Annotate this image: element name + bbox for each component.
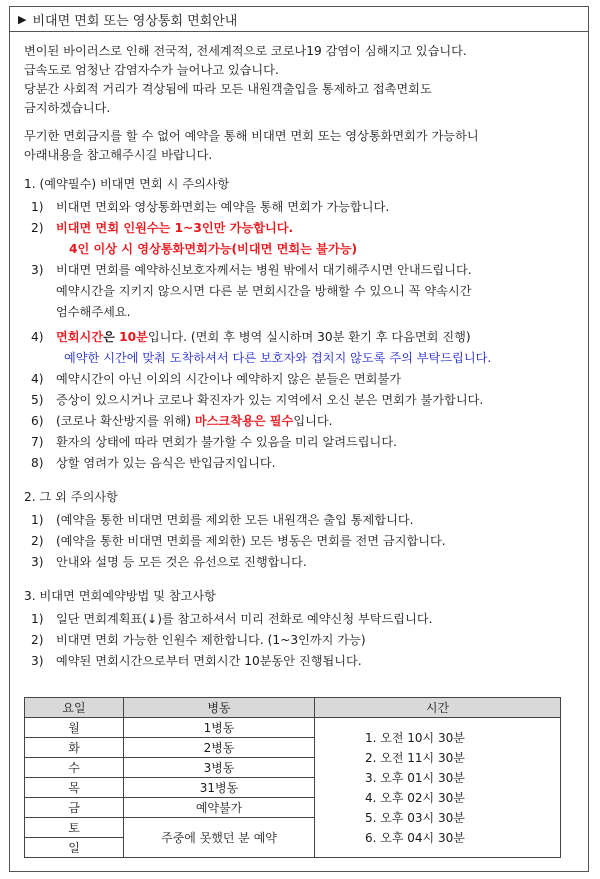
ward-cell: 3병동 [124, 758, 315, 778]
time-slot: 6. 오후 04시 30분 [365, 830, 465, 845]
day-cell: 일 [25, 838, 124, 858]
time-slot: 3. 오후 01시 30분 [365, 770, 465, 785]
table-header: 병동 [124, 698, 315, 718]
list-item: 2) 비대면 면회 가능한 인원수 제한합니다. (1~3인까지 가능) [31, 633, 366, 647]
time-slot: 5. 오후 03시 30분 [365, 810, 465, 825]
list-item-continuation: 4인 이상 시 영상통화면회가능(비대면 면회는 불가능) [69, 242, 358, 256]
intro-line: 아래내용을 참고해주시길 바랍니다. [24, 148, 213, 162]
intro-line: 금지하겠습니다. [24, 101, 111, 115]
list-item: 3) 예약된 면회시간으로부터 면회시간 10분동안 진행됩니다. [31, 654, 362, 668]
list-item-continuation: 예약한 시간에 맞춰 도착하셔서 다른 보호자와 겹치지 않도록 주의 부탁드립니다. [64, 351, 492, 365]
day-cell: 수 [25, 758, 124, 778]
intro-line: 당분간 사회적 거리가 격상됨에 따라 모든 내원객출입을 통제하고 접촉면회도 [24, 82, 432, 96]
ward-cell: 예약불가 [124, 798, 315, 818]
list-item: 3) 비대면 면회를 예약하신보호자께서는 병원 밖에서 대기해주시면 안내드립니다. [31, 263, 472, 277]
intro-paragraph [24, 42, 574, 118]
list-item: 7) 환자의 상태에 따라 면회가 불가할 수 있음을 미리 알려드립니다. [31, 435, 397, 449]
day-cell: 월 [25, 718, 124, 738]
triangle-bullet-icon: ▶ [18, 12, 27, 26]
list-item: 4) 예약시간이 아닌 이외의 시간이나 예약하지 않은 분들은 면회불가 [31, 372, 401, 386]
section-3-title: 3. 비대면 면회예약방법 및 참고사항 [24, 589, 216, 603]
list-item: 1) (예약을 통한 비대면 면회를 제외한 모든 내원객은 출입 통제합니다. [31, 513, 414, 527]
ward-cell: 1병동 [124, 718, 315, 738]
list-item: 1) 일단 면회계획표(↓)를 참고하셔서 미리 전화로 예약신청 부탁드립니다. [31, 612, 433, 626]
list-item: 5) 증상이 있으시거나 코로나 확진자가 있는 지역에서 오신 분은 면회가 불가합니다. [31, 393, 484, 407]
table-header-row [25, 698, 561, 718]
list-item: 1) 비대면 면회와 영상통화면회는 예약을 통해 면회가 가능합니다. [31, 200, 390, 214]
section-1-title: 1. (예약필수) 비대면 면회 시 주의사항 [24, 177, 230, 191]
section-2-title: 2. 그 외 주의사항 [24, 490, 118, 504]
time-slot: 2. 오전 11시 30분 [365, 750, 465, 765]
section-1 [24, 175, 574, 474]
intro-line: 변이된 바이러스로 인해 전국적, 전세계적으로 코로나19 감염이 심해지고 있습니다. [24, 44, 467, 58]
day-cell: 화 [25, 738, 124, 758]
table-row [25, 718, 561, 738]
list-item: 8) 상할 염려가 있는 음식은 반입금지입니다. [31, 456, 276, 470]
intro-line: 급속도로 엄청난 감염자수가 늘어나고 있습니다. [24, 63, 279, 77]
day-cell: 목 [25, 778, 124, 798]
section-3 [24, 587, 574, 672]
intro-line: 무기한 면회금지를 할 수 없어 예약을 통해 비대면 면회 또는 영상통화면회가 가능하니 [24, 129, 479, 143]
ward-cell: 31병동 [124, 778, 315, 798]
day-cell: 토 [25, 818, 124, 838]
section-2 [24, 488, 574, 573]
notice-title: 비대면 면회 또는 영상통회 면회안내 [32, 13, 238, 29]
time-slot: 1. 오전 10시 30분 [365, 730, 465, 745]
list-item: 3) 안내와 설명 등 모든 것은 유선으로 진행합니다. [31, 555, 307, 569]
visit-schedule-table [24, 697, 561, 858]
day-cell: 금 [25, 798, 124, 818]
list-item: 2) 비대면 면회 인원수는 1~3인만 가능합니다. [31, 221, 294, 235]
time-slot: 4. 오후 02시 30분 [365, 790, 465, 805]
list-item: 4) 면회시간은 10분입니다. (면회 후 병역 실시하며 30분 환기 후 다음면회 진행) [31, 330, 471, 344]
list-item-continuation: 엄수해주세요. [56, 305, 131, 319]
notice-body [10, 32, 588, 672]
weekend-note-cell: 주중에 못했던 분 예약 [124, 818, 315, 858]
ward-cell: 2병동 [124, 738, 315, 758]
notice-title-bar [10, 7, 588, 32]
times-cell [315, 718, 561, 858]
list-item: 2) (예약을 통한 비대면 면회를 제외한) 모든 병동은 면회를 전면 금지합니다. [31, 534, 446, 548]
table-header: 시간 [315, 698, 561, 718]
list-item-continuation: 예약시간을 지키지 않으시면 다른 분 면회시간을 방해할 수 있으니 꼭 약속시간 [56, 284, 472, 298]
list-item: 6) (코로나 확산방지를 위해) 마스크착용은 필수입니다. [31, 414, 333, 428]
table-header: 요일 [25, 698, 124, 718]
intro-paragraph-2 [24, 127, 574, 165]
